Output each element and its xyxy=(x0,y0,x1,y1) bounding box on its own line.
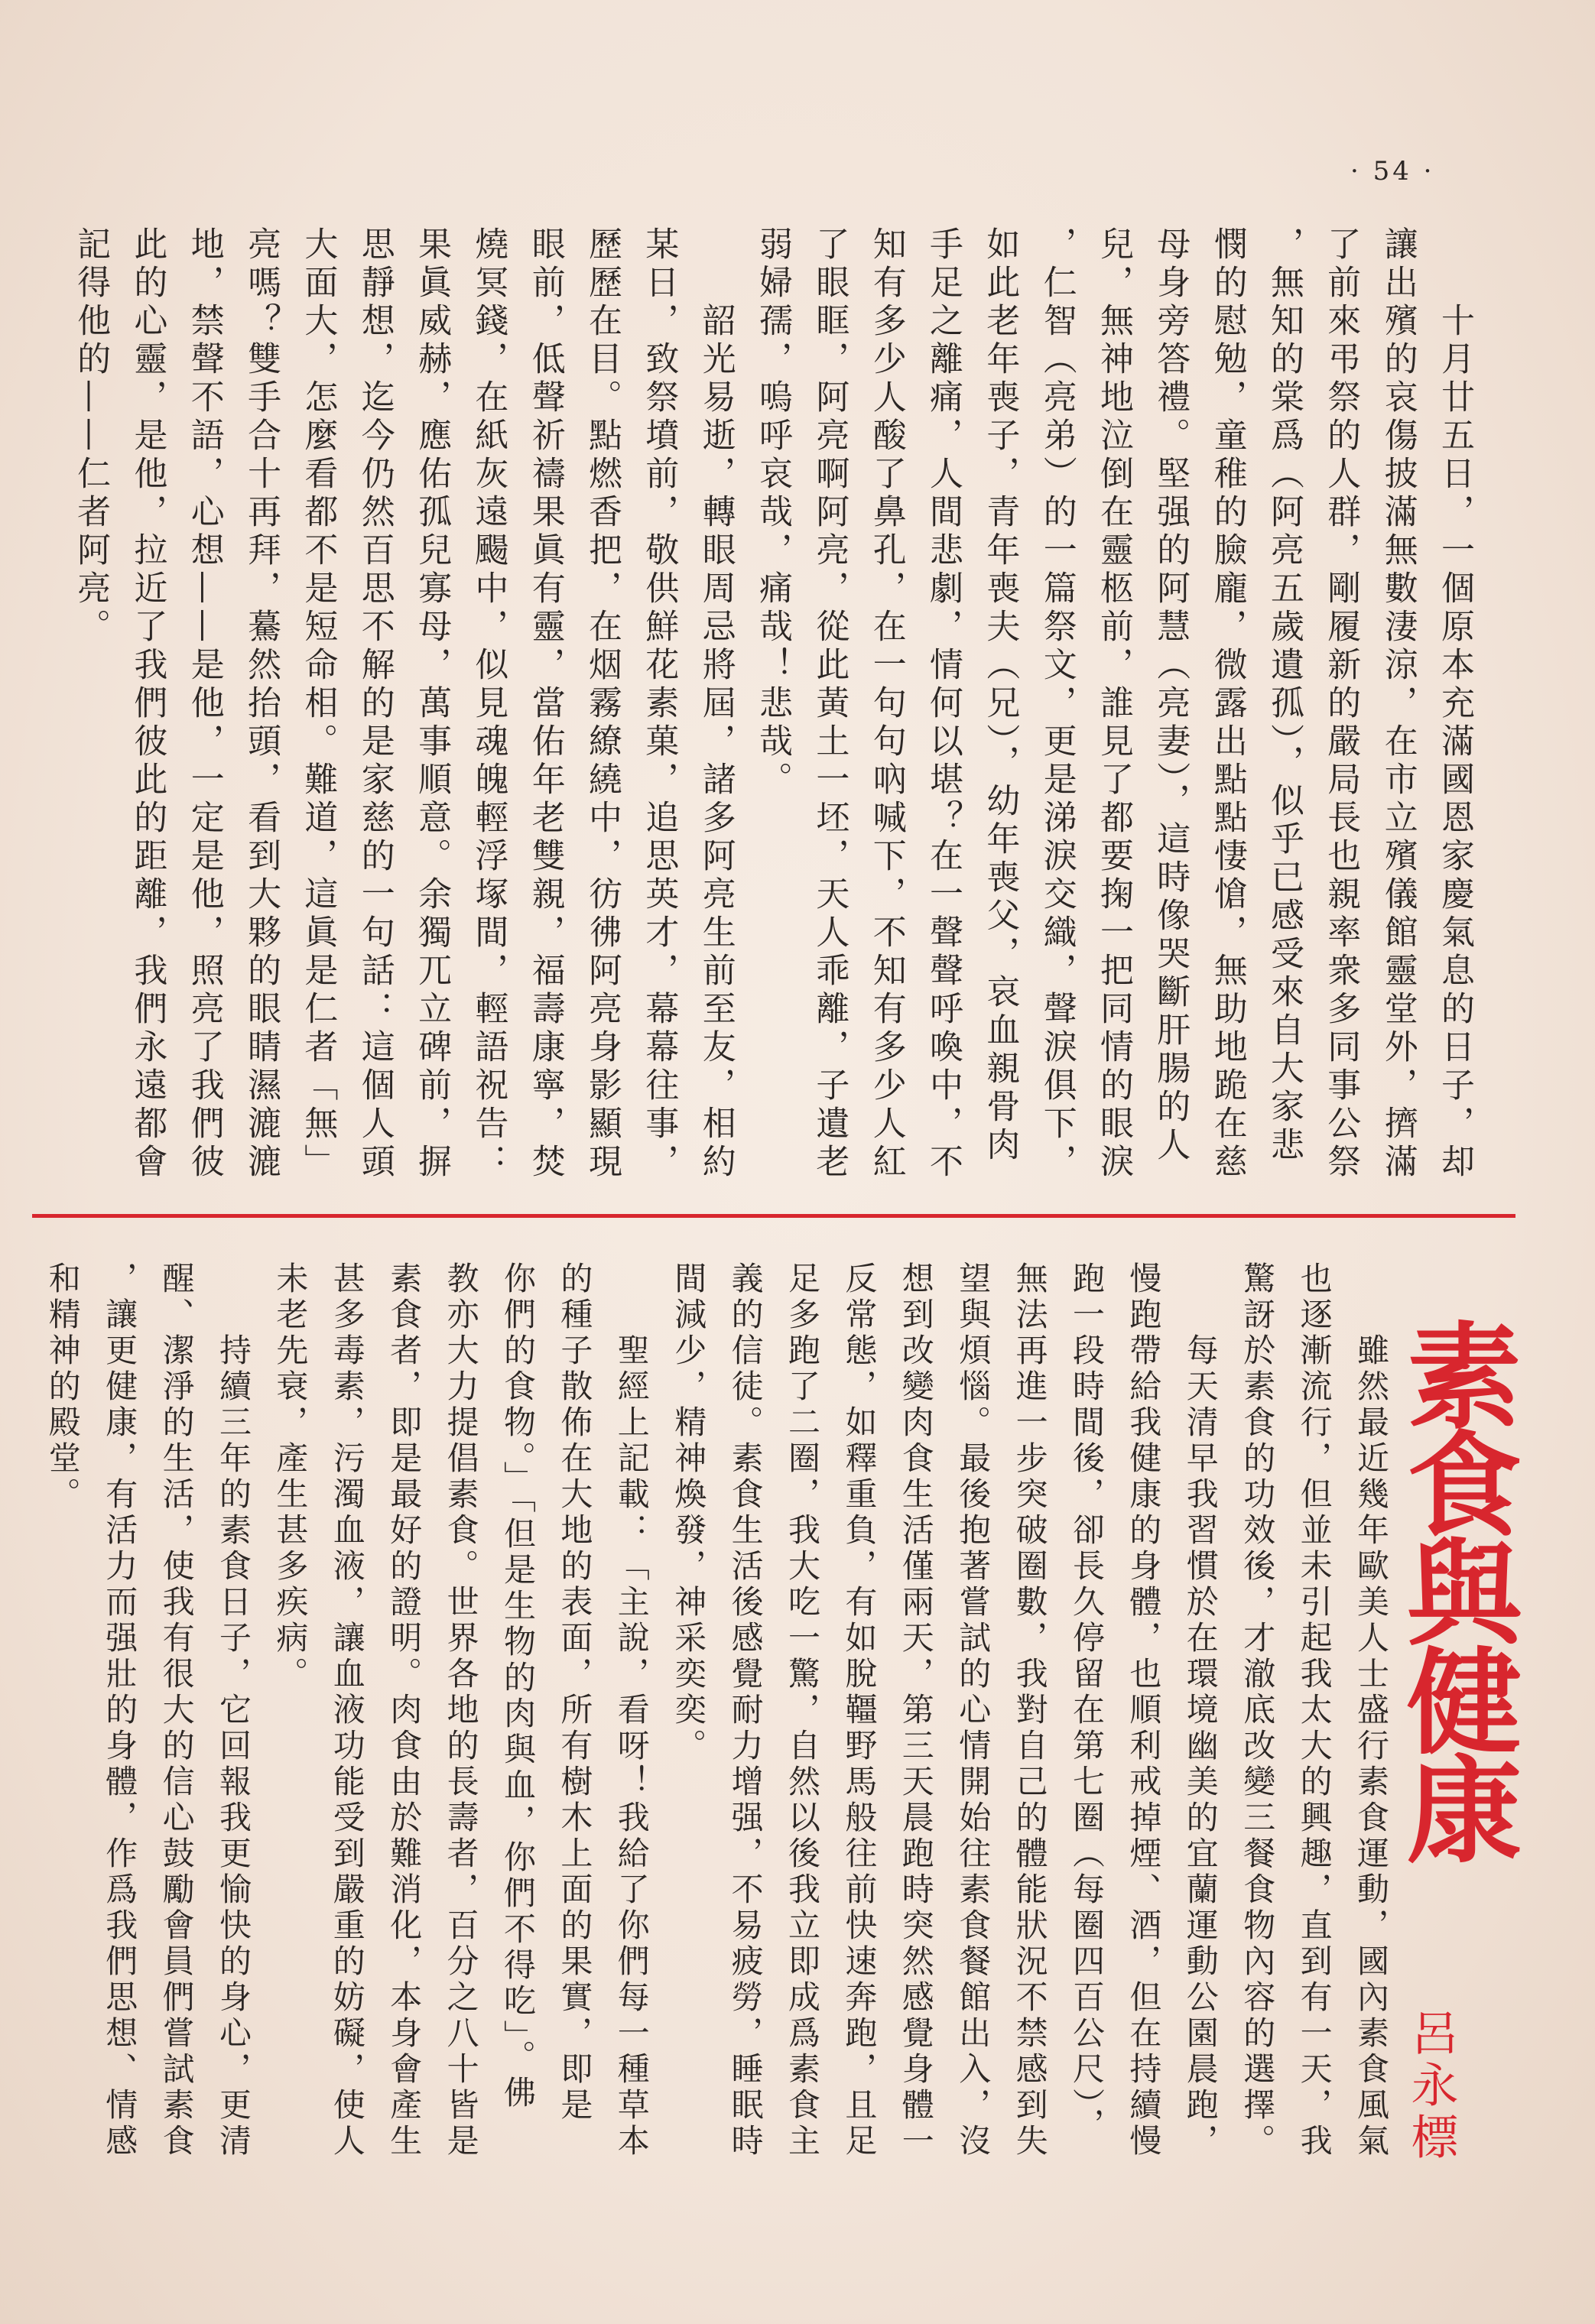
lower-article-column: 素食者，即是最好的證明。肉食由於難消化，本身會產生 xyxy=(385,1261,424,2160)
lower-article-column: 也逐漸流行，但並未引起我太大的興趣，直到有一天，我 xyxy=(1295,1261,1333,2160)
upper-article-column: 燒冥錢，在紙灰遠颺中，似見魂魄輕浮塚間，輕語祝告： xyxy=(469,226,508,1182)
upper-article-column: ，無知的棠爲（阿亮五歲遺孤），似乎已感受來自大家悲 xyxy=(1265,226,1304,1165)
page-number: · 54 · xyxy=(1350,156,1435,187)
upper-article-column: 如此老年喪子，青年喪夫（兄），幼年喪父，哀血親骨肉 xyxy=(980,226,1020,1165)
upper-article-column: 地，禁聲不語，心想——是他，一定是他，照亮了我們彼 xyxy=(184,226,224,1182)
upper-article-column: 弱婦孺，嗚呼哀哉，痛哉！悲哉。 xyxy=(753,226,792,800)
upper-article-column: 眼前，低聲祈禱果眞有靈，當佑年老雙親，福壽康寧，焚 xyxy=(525,226,565,1182)
lower-article-column: 望與煩惱。最後抱著嘗試的心情開始往素食餐館出入，沒 xyxy=(954,1261,992,2160)
lower-article-column: 雖然最近幾年歐美人士盛行素食運動，國內素食風氣 xyxy=(1353,1333,1390,2160)
upper-article-column: 了前來弔祭的人群，剛履新的嚴局長也親率衆多同事公祭 xyxy=(1321,226,1361,1182)
lower-article-column: 和精神的殿堂。 xyxy=(44,1261,82,1513)
lower-article-column: 想到改變肉食生活僅兩天，第三天晨跑時突然感覺身體一 xyxy=(897,1261,935,2160)
upper-article-column: 母身旁答禮。堅强的阿慧（亮妻），這時像哭斷肝腸的人 xyxy=(1151,226,1191,1165)
upper-article-column: 手足之離痛，人間悲劇，情何以堪？在一聲聲呼喚中，不 xyxy=(924,226,963,1182)
lower-article-column: 醒、潔淨的生活，使我有很大的信心鼓勵會員們嘗試素食 xyxy=(158,1261,196,2160)
lower-article-column: 甚多毒素，污濁血液，讓血液功能受到嚴重的妨礙，使人 xyxy=(328,1261,366,2160)
lower-article-column: 義的信徒。素食生活後感覺耐力增强，不易疲勞，睡眠時 xyxy=(726,1261,765,2160)
upper-article-column: 大面大，怎麼看都不是短命相。難道，這眞是仁者「無」 xyxy=(298,226,338,1182)
upper-article-column: 憫的慰勉，童稚的臉龐，微露出點點悽愴，無助地跪在慈 xyxy=(1207,226,1247,1182)
upper-article-column: 記得他的——仁者阿亮。 xyxy=(71,226,111,647)
lower-article-column: 每天清早我習慣於在環境幽美的宜蘭運動公園晨跑， xyxy=(1181,1333,1220,2160)
upper-article-column: 歷歷在目。點燃香把，在烟霧繚繞中，彷彿阿亮身影顯現 xyxy=(583,226,622,1182)
article-title: 素食與健康 xyxy=(1387,1316,1522,1859)
lower-article-column: 聖經上記載：「主說，看呀！我給了你們每一種草本 xyxy=(612,1333,651,2160)
upper-article-column: 了眼眶，阿亮啊阿亮，從此黃土一坯，天人乖離，子遺老 xyxy=(810,226,849,1182)
upper-article-column: 果眞威赫，應佑孤兒寡母，萬事順意。余獨兀立碑前，摒 xyxy=(412,226,452,1182)
lower-article-column: 驚訝於素食的功效後，才澈底改變三餐食物內容的選擇。 xyxy=(1239,1261,1277,2160)
upper-article-column: 兒，無神地泣倒在靈柩前，誰見了都要掬一把同情的眼淚 xyxy=(1094,226,1133,1182)
lower-article-column: 你們的食物。」「但是生物的肉與血，你們不得吃」。佛 xyxy=(499,1261,537,2111)
upper-article-column: 思靜想，迄今仍然百思不解的是家慈的一句話：這個人頭 xyxy=(355,226,395,1182)
lower-article-column: 跑一段時間後，卻長久停留在第七圈（每圈四百公尺）， xyxy=(1068,1261,1106,2144)
upper-article-column: ，仁智（亮弟）的一篇祭文，更是涕淚交織，聲淚俱下， xyxy=(1037,226,1077,1182)
lower-article-column: 的種子散佈在大地的表面，所有樹木上面的果實，即是 xyxy=(556,1261,594,2124)
upper-article-column: 亮嗎？雙手合十再拜，驀然抬頭，看到大夥的眼睛濕漉漉 xyxy=(242,226,281,1182)
author-name: 呂永標 xyxy=(1403,2008,1459,2164)
lower-article-column: 反常態，如釋重負，有如脫韁野馬般往前快速奔跑，且足 xyxy=(840,1261,879,2160)
lower-article-column: 持續三年的素食日子，它回報我更愉快的身心，更清 xyxy=(215,1333,252,2160)
lower-article-column: 足多跑了二圈，我大吃一驚，自然以後我立即成爲素食主 xyxy=(784,1261,821,2160)
lower-article-column: 教亦大力提倡素食。世界各地的長壽者，百分之八十皆是 xyxy=(442,1261,480,2160)
red-divider-rule xyxy=(32,1214,1515,1218)
upper-article-column: 韶光易逝，轉眼周忌將屆，諸多阿亮生前至友，相約 xyxy=(696,303,736,1182)
lower-article-column: 無法再進一步突破圈數，我對自己的體能狀況不禁感到失 xyxy=(1011,1261,1049,2160)
lower-article-column: 慢跑帶給我健康的身體，也順利戒掉煙、酒，但在持續慢 xyxy=(1125,1261,1163,2160)
upper-article-column: 某日，致祭墳前，敬供鮮花素菓，追思英才，幕幕往事， xyxy=(639,226,679,1182)
lower-article-column: ，讓更健康，有活力而强壯的身體，作爲我們思想、情感 xyxy=(101,1261,139,2160)
lower-article-column: 未老先衰，產生甚多疾病。 xyxy=(271,1261,310,1693)
upper-article-column: 此的心靈，是他，拉近了我們彼此的距離，我們永遠都會 xyxy=(128,226,167,1182)
upper-article-column: 讓出殯的哀傷披滿無數淒涼，在市立殯儀館靈堂外，擠滿 xyxy=(1378,226,1418,1182)
lower-article-column: 間減少，精神煥發，神采奕奕。 xyxy=(670,1261,708,1764)
upper-article-column: 十月廿五日，一個原本充滿國恩家慶氣息的日子，却 xyxy=(1435,303,1474,1182)
upper-article-column: 知有多少人酸了鼻孔，在一句句吶喊下，不知有多少人紅 xyxy=(866,226,906,1182)
